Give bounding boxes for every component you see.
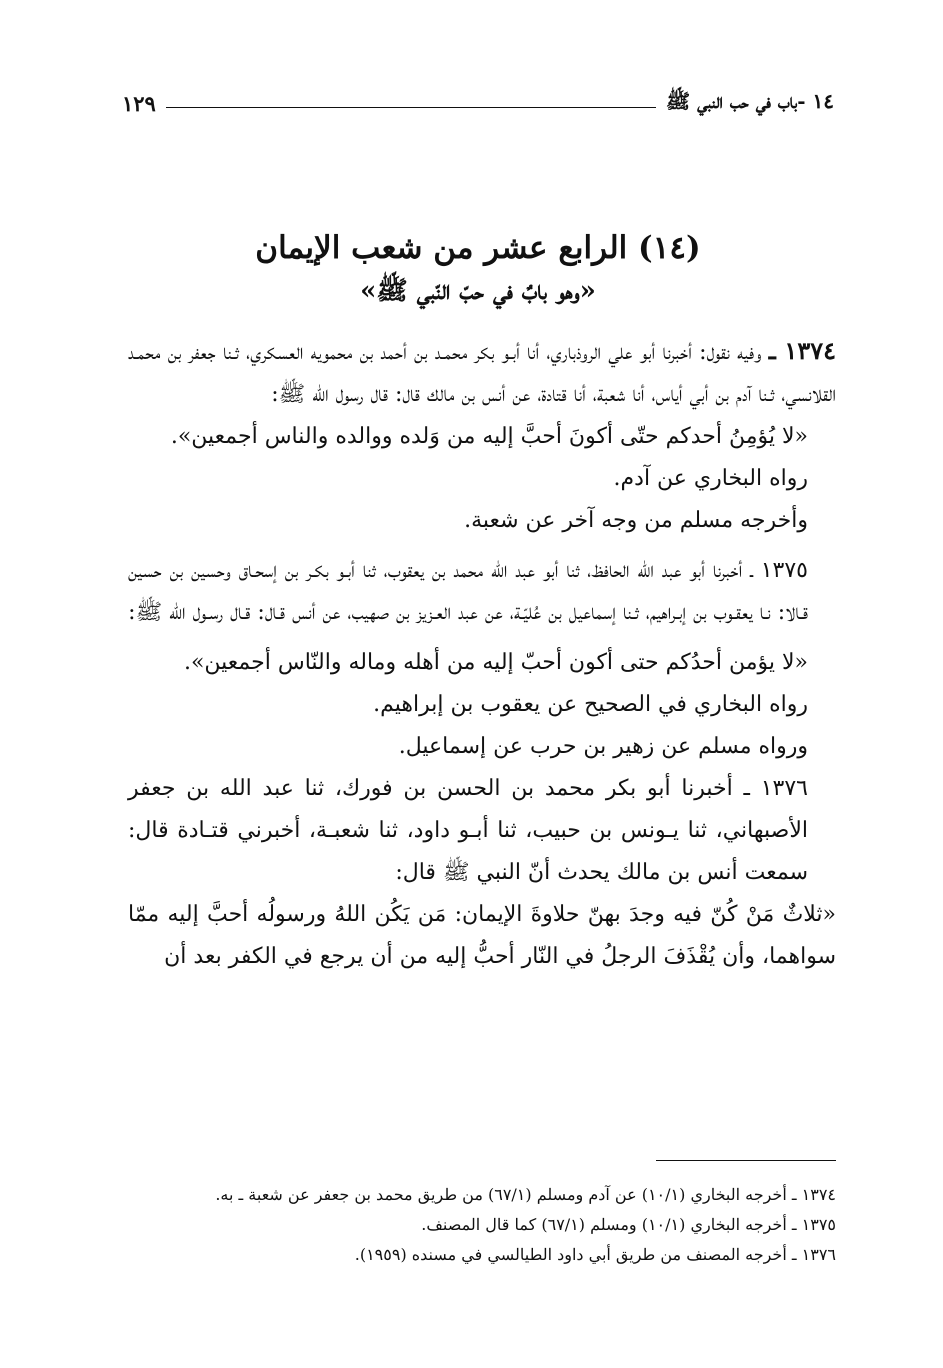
header-rule xyxy=(166,107,656,108)
main-text xyxy=(128,330,836,978)
hadith-chain: وفيه نقول: أخبرنا أبو علي الروذباري، أنا أبـو بكر محمـد بن أحمد بن محمويه العسكري، ثـنا جعفر بن محمـد القلانسي، ثـنا آدم بن أبي أياس، أنا شعبة، أنا قتادة، عن أنس بن مالك قال: قال رسول الله ﷺ: xyxy=(128,340,836,407)
hadith-1374 xyxy=(128,330,836,416)
narration-note: رواه البخاري عن آدم. xyxy=(613,466,808,491)
narration-note: ورواه مسلم عن زهير بن حرب عن إسماعيل. xyxy=(398,734,808,759)
hadith-quote: «ثلاثٌ مَنْ كُنّ فيه وجدَ بهنّ حلاوةَ الإيمان: مَن يَكُن اللهُ ورسولُه أحبَّ إليه ممّا سواهما، وأن يُقْذَفَ الرجلُ في النّار أحبُّ إليه من أن يرجع في الكفر بعد أن xyxy=(128,902,836,969)
hadith-1376: ١٣٧٦ ـ أخبرنا أبو بكر محمد بن الحسن بن فورك، ثنا عبد الله بن جعفر الأصبهاني، ثنا يـونس بن حبيب، ثنا أبـو داود، ثنا شعبـة، أخبرني قتـادة قال: سمعت أنس بن مالك يحدث أنّ النبي ﷺ قال: xyxy=(128,776,808,885)
running-header-title: ١٤ -باب في حب النبي ﷺ xyxy=(665,88,834,113)
running-header xyxy=(122,86,834,120)
footnotes xyxy=(128,1180,836,1270)
footnote-1374: ١٣٧٤ ـ أخرجه البخاري (١٠/١) عن آدم ومسلم (٦٧/١) من طريق محمد بن جعفر عن شعبة ـ به. xyxy=(215,1185,836,1204)
chapter-title: (١٤) الرابع عشر من شعب الإيمان xyxy=(255,230,701,266)
chapter-subtitle: «وهو بابٌ في حبّ النّبي ﷺ» xyxy=(360,276,596,306)
hadith-1375: ١٣٧٥ ـ أخبرنا أبو عبد الله الحافظ، ثنا أبو عبد الله محمد بن يعقوب، ثنا أبـو بكـر بن إسحـاق وحسين بن حسين قـالا: نـا يعقـوب بن إبـراهيم، ثـنا إسماعيل بن عُليّـة، عن عبد العـزيز بن صهيب، عن أنس قـال: قـال رسـول الله ﷺ: xyxy=(128,558,808,625)
narration-note: رواه البخاري في الصحيح عن يعقوب بن إبراهيم. xyxy=(373,692,808,717)
hadith-number: ١٣٧٤ ـ xyxy=(768,336,836,365)
footnote-rule xyxy=(656,1160,836,1161)
footnote-1376: ١٣٧٦ ـ أخرجه المصنف من طريق أبي داود الطيالسي في مسنده (١٩٥٩). xyxy=(354,1245,836,1264)
hadith-quote: «لا يؤمن أحدُكم حتى أكون أحبّ إليه من أهله وماله والنّاس أجمعين». xyxy=(183,650,808,675)
hadith-quote: «لا يُؤمِنُ أحدكم حتّى أكونَ أحبَّ إليه من وَلده ووالده والناس أجمعين». xyxy=(170,424,808,449)
narration-note: وأخرجه مسلم من وجه آخر عن شعبة. xyxy=(464,508,808,533)
chapter-heading xyxy=(120,226,836,312)
page-number: ١٢٩ xyxy=(122,90,156,116)
footnote-1375: ١٣٧٥ ـ أخرجه البخاري (١٠/١) ومسلم (٦٧/١) كما قال المصنف. xyxy=(421,1215,836,1234)
